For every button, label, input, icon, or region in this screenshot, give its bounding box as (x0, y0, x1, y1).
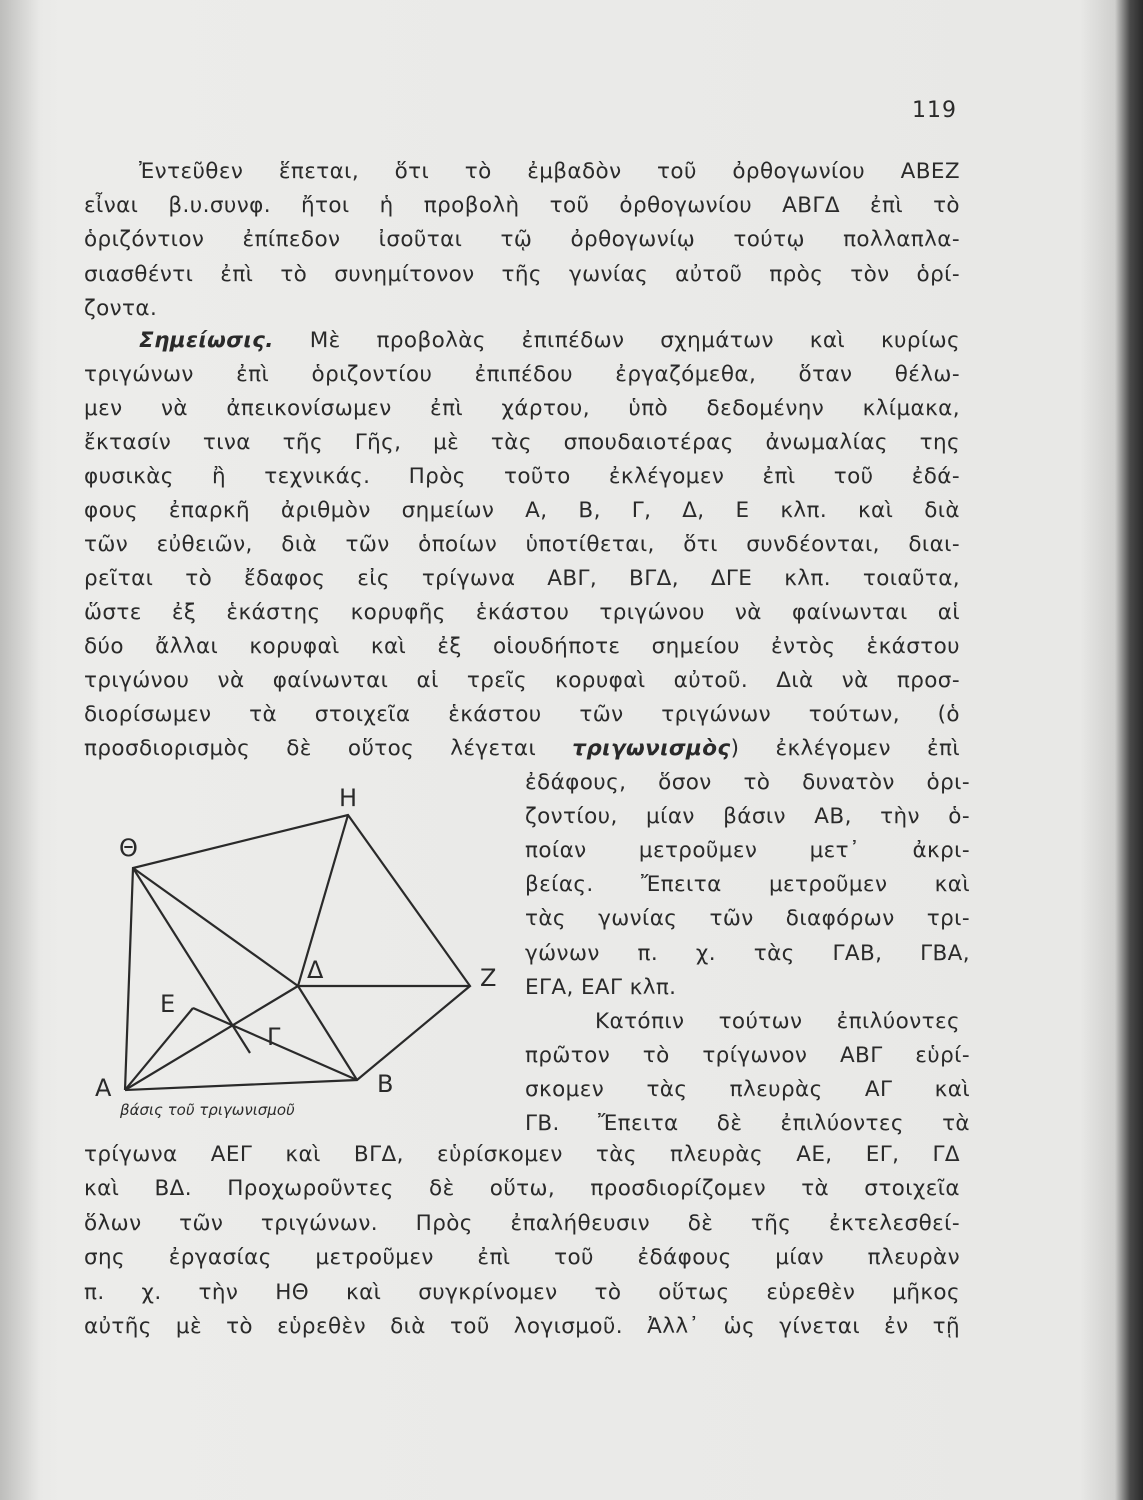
point-label-a: Α (95, 1074, 112, 1102)
text-line: τριγώνου νὰ φαίνωνται αἱ τρεῖς κορυφαὶ αὐτοῦ. Διὰ νὰ προσ- (84, 668, 960, 693)
text-line: Ἐντεῦθεν ἕπεται, ὅτι τὸ ἐμβαδὸν τοῦ ὀρθογωνίου ΑΒΕΖ (139, 159, 960, 184)
text-line: ΕΓΑ, ΕΑΓ κλπ. (525, 974, 677, 1000)
point-label-h: Η (339, 784, 358, 812)
text-line: ρεῖται τὸ ἔδαφος εἰς τρίγωνα ΑΒΓ, ΒΓΔ, ΔΓΕ κλπ. τοιαῦτα, (84, 566, 960, 591)
trig-term: τριγωνισμὸς (572, 736, 731, 761)
trig-after: ) ἐκλέγομεν ἐπὶ (730, 736, 960, 761)
text-line: ἐδάφους, ὅσον τὸ δυνατὸν ὁρι- (525, 770, 970, 795)
text-line: μεν νὰ ἀπεικονίσωμεν ἐπὶ χάρτου, ὑπὸ δεδομένην κλίμακα, (84, 396, 960, 421)
point-label-z: Ζ (480, 964, 497, 992)
text-line: εἶναι β.υ.συνφ. ἤτοι ἡ προβολὴ τοῦ ὀρθογωνίου ΑΒΓΔ ἐπὶ τὸ (84, 193, 960, 219)
text-line: γώνων π. χ. τὰς ΓΑΒ, ΓΒΑ, (525, 940, 970, 966)
text-line: ὁριζόντιον ἐπίπεδον ἰσοῦται τῷ ὀρθογωνίῳ τούτῳ πολλαπλα- (84, 227, 960, 253)
text-line: φυσικὰς ἢ τεχνικάς. Πρὸς τοῦτο ἐκλέγομεν ἐπὶ τοῦ ἐδά- (84, 464, 960, 489)
trigonism-line (84, 732, 960, 766)
text-line: π. χ. τὴν ΗΘ καὶ συγκρίνομεν τὸ οὕτως εὑρεθὲν μῆκος (84, 1279, 960, 1305)
point-label-theta: Θ (119, 834, 138, 862)
page-number: 119 (912, 98, 957, 123)
text-line: ἔκτασίν τινα τῆς Γῆς, μὲ τὰς σπουδαιοτέρας ἀνωμαλίας της (84, 430, 960, 455)
text-line: αὐτῆς μὲ τὸ εὑρεθὲν διὰ τοῦ λογισμοῦ. Ἀλλ᾽ ὡς γίνεται ἐν τῇ (84, 1314, 960, 1339)
text-line: τὰς γωνίας τῶν διαφόρων τρι- (525, 906, 970, 932)
point-label-gamma: Γ (267, 1023, 281, 1051)
text-line: τρίγωνα ΑΕΓ καὶ ΒΓΔ, εὑρίσκομεν τὰς πλευρὰς ΑΕ, ΕΓ, ΓΔ (84, 1142, 960, 1167)
text-line: ζοντα. (84, 295, 158, 321)
text-line: βείας. Ἔπειτα μετροῦμεν καὶ (525, 872, 970, 898)
text-line: ζοντίου, μίαν βάσιν ΑΒ, τὴν ὁ- (525, 804, 970, 830)
text-line: σης ἐργασίας μετροῦμεν ἐπὶ τοῦ ἐδάφους μίαν πλευρὰν (84, 1245, 960, 1271)
trig-before: προσδιορισμὸς δὲ οὕτος λέγεται (84, 736, 537, 761)
text-line: φους ἐπαρκῆ ἀριθμὸν σημείων Α, Β, Γ, Δ, Ε κλπ. καὶ διὰ (84, 498, 960, 523)
point-label-b: Β (377, 1070, 394, 1098)
text-line: σκομεν τὰς πλευρὰς ΑΓ καὶ (525, 1076, 970, 1102)
note-first-text: Μὲ προβολὰς ἐπιπέδων σχημάτων καὶ κυρίως (309, 328, 960, 353)
text-line: τῶν εὐθειῶν, διὰ τῶν ὁποίων ὑποτίθεται, ὅτι συνδέονται, διαι- (84, 532, 960, 557)
text-line: σιασθέντι ἐπὶ τὸ συνημίτονον τῆς γωνίας αὐτοῦ πρὸς τὸν ὁρί- (84, 261, 960, 287)
text-line: Κατόπιν τούτων ἐπιλύοντες (595, 1008, 960, 1034)
edge-a-e (125, 1008, 193, 1090)
note-label: Σημείωσις. (139, 328, 274, 353)
text-line: ΓΒ. Ἔπειτα δὲ ἐπιλύοντες τὰ (525, 1111, 970, 1136)
text-line: διορίσωμεν τὰ στοιχεῖα ἑκάστου τῶν τριγώνων τούτων, (ὁ (84, 702, 960, 727)
text-line: καὶ ΒΔ. Προχωροῦντες δὲ οὕτω, προσδιορίζομεν τὰ στοιχεῖα (84, 1176, 960, 1202)
note-first-line (84, 324, 960, 358)
text-line: ὅλων τῶν τριγώνων. Πρὸς ἐπαλήθευσιν δὲ τῆς ἐκτελεσθεί- (84, 1210, 960, 1236)
point-label-delta: Δ (307, 956, 324, 984)
point-label-e: Ε (160, 990, 176, 1018)
text-line: ποίαν μετροῦμεν μετ᾽ ἀκρι- (525, 838, 970, 864)
text-line: πρῶτον τὸ τρίγωνον ΑΒΓ εὑρί- (525, 1042, 970, 1068)
diagram-caption: βάσις τοῦ τριγωνισμοῦ (120, 1101, 295, 1119)
text-line: τριγώνων ἐπὶ ὁριζοντίου ἐπιπέδου ἐργαζόμεθα, ὅταν θέλω- (84, 362, 960, 387)
edge-theta-delta (133, 868, 298, 986)
text-line: ὥστε ἐξ ἑκάστης κορυφῆς ἑκάστου τριγώνου νὰ φαίνωνται αἱ (84, 600, 960, 625)
outer-polygon (125, 815, 470, 1090)
text-line: δύο ἄλλαι κορυφαὶ καὶ ἐξ οἱουδήποτε σημείου ἐντὸς ἑκάστου (84, 634, 960, 659)
triangulation-diagram (95, 780, 515, 1125)
